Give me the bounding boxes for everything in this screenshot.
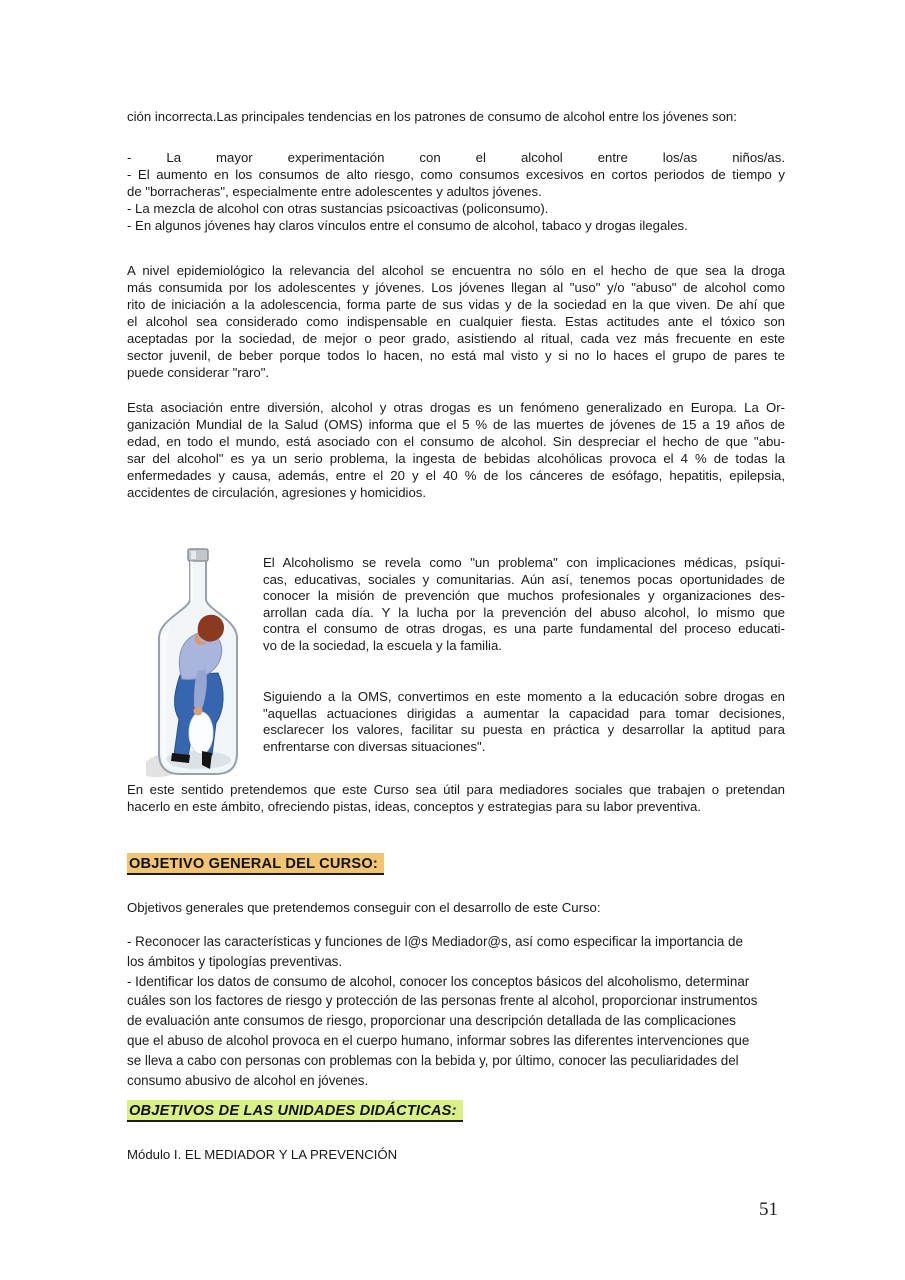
paragraph-objectives — [127, 932, 785, 1090]
text-line: "aquellas actuaciones dirigidas a aumentar la capacidad para tomar decisiones, — [263, 705, 785, 721]
text-line: - El aumento en los consumos de alto riesgo, como consumos excesivos en cortos periodos de tiempo y — [127, 167, 785, 182]
objective-general-heading: OBJETIVO GENERAL DEL CURSO: — [127, 853, 384, 875]
text-line: se lleva a cabo con personas con problemas con la bebida y, por último, conocer las peculiaridades del — [127, 1052, 739, 1068]
paragraph-trends — [127, 149, 785, 234]
text-line: cas, educativas, sociales y comunitarias. Aún así, tenemos pocas oportunidades de — [263, 571, 785, 587]
text-line: sar del alcohol" es ya un serio problema, la ingesta de bebidas alcohólicas provoca el 4 % de todas la — [127, 451, 785, 466]
paragraph-closing — [127, 781, 785, 815]
text-line: enfermedades y causa, además, entre el 20 y el 40 % de los cánceres de esófago, hepatitis, epilepsia, — [127, 468, 785, 483]
paragraph-oms — [263, 689, 785, 755]
module-title: Módulo I. EL MEDIADOR Y LA PREVENCIÓN — [127, 1147, 398, 1162]
text-line: - La mezcla de alcohol con otras sustancias psicoactivas (policonsumo). — [127, 201, 549, 216]
objectives-intro: Objetivos generales que pretendemos conseguir con el desarrollo de este Curso: — [127, 900, 601, 915]
text-line: los ámbitos y tipologías preventivas. — [127, 953, 343, 969]
units-heading-wrap — [127, 1100, 463, 1122]
text-line: vo de la sociedad, la escuela y la familia. — [263, 637, 502, 653]
text-line: Siguiendo a la OMS, convertimos en este momento a la educación sobre drogas en — [263, 689, 785, 704]
text-line: más consumida por los adolescentes y jóvenes. Los jóvenes llegan al "uso" y/o "abuso" de alcohol como — [127, 280, 785, 295]
text-line: consumo abusivo de alcohol en jóvenes. — [127, 1072, 369, 1088]
text-line: rito de iniciación a la adolescencia, forma parte de sus vidas y de la sociedad en la que viven. De ahí que — [127, 297, 785, 312]
text-line: enfrentarse con diversas situaciones". — [263, 738, 486, 754]
text-line: puede considerar "raro". — [127, 365, 270, 380]
text-line: hacerlo en este ámbito, ofreciendo pistas, ideas, conceptos y estrategias para su labor preventiva. — [127, 799, 701, 814]
text-line: de "borracheras", especialmente entre adolescentes y adultos jóvenes. — [127, 184, 542, 199]
text-line: - Reconocer las características y funciones de l@s Mediador@s, así como especificar la importancia de — [127, 934, 743, 949]
text-line: el alcohol sea considerado como indispensable en cualquier fiesta. Estas actitudes ante el tóxico son — [127, 314, 785, 329]
text-line: edad, en todo el mundo, está asociado con el consumo de alcohol. Sin despreciar el hecho de que "abu- — [127, 434, 785, 449]
paragraph-epidemiology — [127, 262, 785, 381]
text-line: ción incorrecta.Las principales tendencias en los patrones de consumo de alcohol entre los jóvenes son: — [127, 109, 737, 124]
text-line: El Alcoholismo se revela como "un problema" con implicaciones médicas, psíqui- — [263, 555, 785, 570]
text-line: arrollan cada día. Y la lucha por la prevención del abuso alcohol, lo mismo que — [263, 604, 785, 620]
text-line: de evaluación ante consumos de riesgo, proporcionar una descripción detallada de las complicaciones — [127, 1013, 736, 1029]
text-line: - La mayor experimentación con el alcohol entre los/as niños/as. — [127, 150, 785, 165]
text-line: Esta asociación entre diversión, alcohol y otras drogas es un fenómeno generalizado en Europa. La Or- — [127, 400, 785, 415]
text-line: contra el consumo de otras drogas, es una parte fundamental del proceso educati- — [263, 621, 785, 637]
text-line: - Identificar los datos de consumo de alcohol, conocer los conceptos básicos del alcoholismo, determinar — [127, 973, 750, 989]
bottle-illustration — [146, 547, 250, 780]
paragraph-alcoholism — [263, 555, 785, 655]
paragraph-europe — [127, 399, 785, 501]
text-line: esclarecer los valores, facilitar su puesta en práctica y desarrollar la aptitud para — [263, 722, 785, 738]
text-line: - En algunos jóvenes hay claros vínculos entre el consumo de alcohol, tabaco y drogas ilegales. — [127, 218, 688, 233]
paragraph-intro — [127, 108, 785, 125]
text-line: conocer la misión de prevención que muchos profesionales y organizaciones des- — [263, 588, 785, 604]
man-in-bottle-icon — [146, 547, 250, 780]
text-line: cuáles son los factores de riesgo y protección de las personas frente al alcohol, proporcionar instrumentos — [127, 993, 758, 1009]
text-line: En este sentido pretendemos que este Curso sea útil para mediadores sociales que trabajen o pretendan — [127, 782, 785, 797]
text-line: sector juvenil, de beber porque todos lo hacen, no está mal visto y si no lo haces el grupo de pares te — [127, 348, 785, 363]
objective-general-heading-wrap — [127, 853, 384, 875]
text-line: ganización Mundial de la Salud (OMS) informa que el 5 % de las muertes de jóvenes de 15 a 19 años de — [127, 417, 785, 432]
text-line: accidentes de circulación, agresiones y homicidios. — [127, 485, 427, 500]
text-line: que el abuso de alcohol provoca en el cuerpo humano, informar sobres las diferentes intervenciones que — [127, 1032, 750, 1048]
text-line: aceptadas por la sociedad, de mejor o peor grado, asistiendo al ritual, cada vez más frecuente en este — [127, 331, 785, 346]
text-line: A nivel epidemiológico la relevancia del alcohol se encuentra no sólo en el hecho de que sea la droga — [127, 263, 785, 278]
page-number: 51 — [759, 1199, 778, 1220]
units-heading: OBJETIVOS DE LAS UNIDADES DIDÁCTICAS: — [127, 1100, 463, 1122]
